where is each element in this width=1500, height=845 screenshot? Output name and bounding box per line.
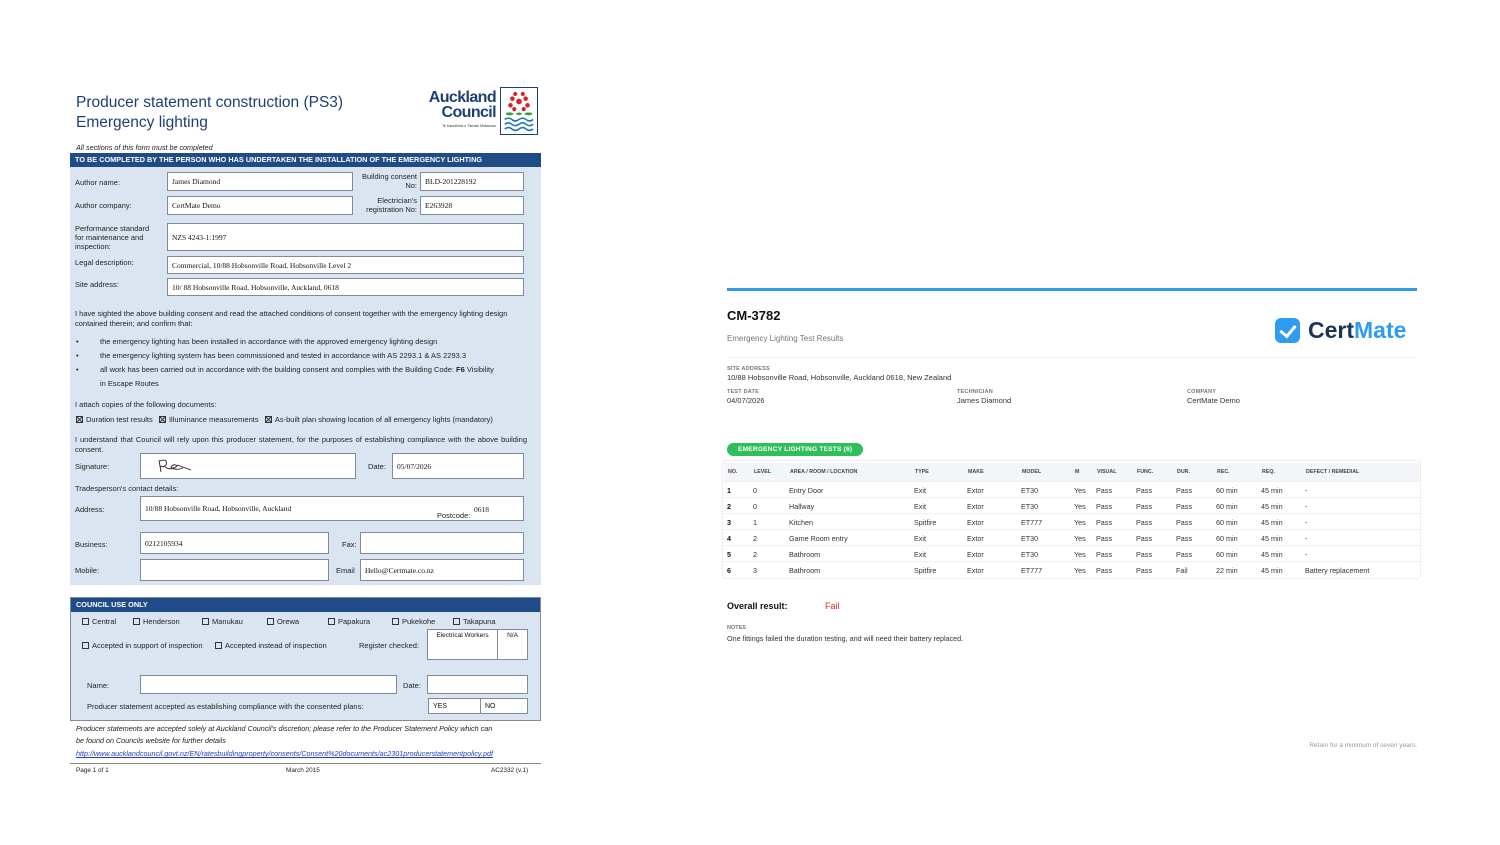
cell-m: Yes bbox=[1074, 502, 1086, 511]
notes-value: One fittings failed the duration testing, and will need their battery replaced. bbox=[727, 634, 964, 643]
office-manukau[interactable] bbox=[202, 617, 243, 626]
cell-no: 6 bbox=[727, 566, 731, 575]
fax-field[interactable] bbox=[360, 532, 524, 554]
cell-visual: Pass bbox=[1096, 566, 1112, 575]
auckland-council-logo bbox=[418, 87, 538, 137]
table-row bbox=[723, 529, 1420, 545]
cell-area: Bathroom bbox=[789, 550, 821, 559]
office-manukau-checkbox[interactable] bbox=[202, 618, 209, 625]
form-code: AC2332 (v.1) bbox=[491, 767, 529, 774]
cell-make: Extor bbox=[967, 550, 984, 559]
cell-visual: Pass bbox=[1096, 534, 1112, 543]
office-pukekohe-checkbox[interactable] bbox=[392, 618, 399, 625]
council-date-field[interactable] bbox=[427, 675, 528, 694]
logo-word-2: Council bbox=[441, 104, 496, 121]
cell-type: Exit bbox=[914, 550, 926, 559]
test-date-value: 04/07/2026 bbox=[727, 396, 765, 405]
form-title bbox=[76, 93, 343, 133]
cell-no: 1 bbox=[727, 486, 731, 495]
cell-model: ET777 bbox=[1021, 518, 1043, 527]
attachment-3-label: As-built plan showing location of all emergency lights (mandatory) bbox=[274, 415, 493, 424]
cell-visual: Pass bbox=[1096, 486, 1112, 495]
header-divider bbox=[727, 357, 1417, 358]
col-level: LEVEL bbox=[754, 469, 772, 475]
attachment-2-label: Illuminance measurements bbox=[168, 415, 259, 424]
cell-rec: 60 min bbox=[1216, 550, 1238, 559]
building-consent-field[interactable]: BLD-201228192 bbox=[420, 172, 524, 191]
office-orewa[interactable] bbox=[267, 617, 299, 626]
na-box[interactable]: N/A bbox=[497, 629, 528, 660]
business-phone-label: Business: bbox=[75, 540, 108, 549]
office-central-label: Central bbox=[92, 617, 117, 626]
col-func: FUNC. bbox=[1137, 469, 1154, 475]
cell-rec: 60 min bbox=[1216, 518, 1238, 527]
cell-make: Extor bbox=[967, 534, 984, 543]
author-name-label: Author name: bbox=[75, 178, 121, 187]
cell-make: Extor bbox=[967, 518, 984, 527]
technician-value: James Diamond bbox=[957, 396, 1012, 405]
col-type: TYPE bbox=[915, 469, 929, 475]
cell-visual: Pass bbox=[1096, 502, 1112, 511]
mobile-label: Mobile: bbox=[75, 566, 100, 575]
council-name-field[interactable] bbox=[140, 675, 397, 694]
cell-defect: Battery replacement bbox=[1305, 566, 1370, 575]
installer-section bbox=[70, 167, 541, 585]
email-label: Email bbox=[336, 566, 355, 575]
cell-area: Bathroom bbox=[789, 566, 821, 575]
cell-m: Yes bbox=[1074, 550, 1086, 559]
cell-req: 45 min bbox=[1261, 550, 1283, 559]
logo-text-cert: Cert bbox=[1308, 316, 1355, 343]
cell-dur: Pass bbox=[1176, 486, 1192, 495]
cell-rec: 60 min bbox=[1216, 502, 1238, 511]
declaration-text: I have sighted the above building consent and read the attached conditions of consent together with the emergency lighting design contained therein; and confirm that: bbox=[75, 309, 508, 328]
office-pukekohe[interactable] bbox=[392, 617, 435, 626]
cell-req: 45 min bbox=[1261, 534, 1283, 543]
fax-label: Fax: bbox=[342, 540, 357, 549]
performance-standard-field[interactable]: NZS 4243-1:1997 bbox=[167, 223, 524, 251]
cell-dur: Fail bbox=[1176, 566, 1188, 575]
performance-label-2: for maintenance and bbox=[75, 233, 144, 242]
illuminance-checkbox[interactable] bbox=[159, 416, 166, 423]
council-use-section bbox=[70, 597, 541, 721]
legal-description-label: Legal description: bbox=[75, 258, 134, 267]
cell-type: Exit bbox=[914, 502, 926, 511]
council-date-label: Date: bbox=[403, 681, 421, 690]
cell-func: Pass bbox=[1136, 566, 1152, 575]
office-pukekohe-label: Pukekohe bbox=[402, 617, 436, 626]
cell-make: Extor bbox=[967, 502, 984, 511]
col-dur: DUR. bbox=[1177, 469, 1190, 475]
register-checked-label: Register checked: bbox=[359, 641, 420, 650]
building-consent-label-2: No: bbox=[405, 181, 417, 190]
report-top-bar bbox=[727, 288, 1417, 291]
col-visual: VISUAL bbox=[1097, 469, 1117, 475]
cell-dur: Pass bbox=[1176, 534, 1192, 543]
table-row bbox=[723, 561, 1420, 577]
cell-type: Spitfire bbox=[914, 566, 937, 575]
cell-defect: - bbox=[1305, 518, 1308, 527]
cell-rec: 60 min bbox=[1216, 534, 1238, 543]
yes-box[interactable]: YES bbox=[428, 698, 481, 714]
office-orewa-label: Orewa bbox=[277, 617, 300, 626]
company-value: CertMate Demo bbox=[1187, 396, 1240, 405]
registration-field[interactable]: E263928 bbox=[420, 196, 524, 215]
office-orewa-checkbox[interactable] bbox=[267, 618, 274, 625]
signature-date-field[interactable]: 05/07/2026 bbox=[392, 453, 524, 479]
cell-no: 5 bbox=[727, 550, 731, 559]
cell-func: Pass bbox=[1136, 534, 1152, 543]
cell-dur: Pass bbox=[1176, 518, 1192, 527]
tests-table bbox=[722, 460, 1421, 579]
mobile-field[interactable] bbox=[140, 559, 329, 581]
cell-req: 45 min bbox=[1261, 486, 1283, 495]
registration-label-1: Electrician's bbox=[377, 196, 417, 205]
as-built-plan-checkbox[interactable] bbox=[265, 416, 272, 423]
checkmark-icon bbox=[1275, 318, 1300, 343]
site-address-label: SITE ADDRESS bbox=[727, 366, 770, 372]
office-takapuna-checkbox[interactable] bbox=[453, 618, 460, 625]
page-number: Page 1 of 1 bbox=[76, 767, 109, 774]
bullet-3-text-cont: Visibility bbox=[464, 365, 494, 374]
address-value: 10/88 Hobsonville Road, Hobsonville, Auckland bbox=[145, 504, 292, 513]
author-company-label: Author company: bbox=[75, 201, 132, 210]
office-henderson-checkbox[interactable] bbox=[133, 618, 140, 625]
table-row bbox=[723, 497, 1420, 513]
signature-date-label: Date: bbox=[368, 462, 386, 471]
cell-rec: 22 min bbox=[1216, 566, 1238, 575]
cell-no: 4 bbox=[727, 534, 731, 543]
duration-results-checkbox[interactable] bbox=[76, 416, 83, 423]
business-phone-field[interactable]: 0212105934 bbox=[140, 532, 329, 554]
bullet-3-code: F6 bbox=[456, 365, 465, 374]
cell-dur: Pass bbox=[1176, 550, 1192, 559]
report-subtitle: Emergency Lighting Test Results bbox=[727, 334, 844, 343]
accepted-support-option[interactable] bbox=[82, 641, 203, 650]
council-name-label: Name: bbox=[87, 681, 110, 690]
cell-req: 45 min bbox=[1261, 566, 1283, 575]
office-manukau-label: Manukau bbox=[212, 617, 243, 626]
cell-m: Yes bbox=[1074, 518, 1086, 527]
bullet-3-text: all work has been carried out in accordance with the building consent and complies with the Building Code: bbox=[100, 365, 457, 374]
table-row bbox=[723, 481, 1420, 497]
tests-count-badge: EMERGENCY LIGHTING TESTS (6) bbox=[727, 443, 863, 456]
compliance-accepted-label: Producer statement accepted as establishing compliance with the consented plans: bbox=[87, 702, 364, 711]
postcode-value: 0618 bbox=[474, 505, 489, 514]
cell-model: ET777 bbox=[1021, 566, 1043, 575]
cell-no: 3 bbox=[727, 518, 731, 527]
council-use-header: COUNCIL USE ONLY bbox=[71, 598, 540, 612]
cell-m: Yes bbox=[1074, 534, 1086, 543]
site-address-value: 10/88 Hobsonville Road, Hobsonville, Auckland 0618, New Zealand bbox=[727, 373, 952, 382]
col-defect: DEFECT / REMEDIAL bbox=[1306, 469, 1360, 475]
cell-visual: Pass bbox=[1096, 550, 1112, 559]
cell-func: Pass bbox=[1136, 518, 1152, 527]
footer-note-line1: Producer statements are accepted solely at Auckland Council's discretion; please refer to the Producer Statement Policy which can bbox=[76, 724, 493, 733]
cell-level: 1 bbox=[753, 518, 757, 527]
cell-type: Exit bbox=[914, 486, 926, 495]
office-central-checkbox[interactable] bbox=[82, 618, 89, 625]
cell-level: 0 bbox=[753, 502, 757, 511]
cell-type: Exit bbox=[914, 534, 926, 543]
cell-level: 3 bbox=[753, 566, 757, 575]
attachments-list bbox=[76, 415, 493, 425]
cell-m: Yes bbox=[1074, 486, 1086, 495]
no-box[interactable]: NO bbox=[480, 698, 528, 714]
cell-model: ET30 bbox=[1021, 550, 1039, 559]
cell-no: 2 bbox=[727, 502, 731, 511]
office-papakura[interactable] bbox=[328, 617, 370, 626]
overall-result-label: Overall result: bbox=[727, 601, 788, 611]
col-make: MAKE bbox=[968, 469, 984, 475]
logo-word-1: Auckland bbox=[428, 89, 496, 106]
performance-label-1: Performance standard bbox=[75, 224, 150, 233]
registration-label-2: registration No: bbox=[366, 205, 417, 214]
accepted-instead-label: Accepted instead of inspection bbox=[225, 641, 327, 650]
cell-level: 0 bbox=[753, 486, 757, 495]
cell-level: 2 bbox=[753, 534, 757, 543]
col-req: REQ. bbox=[1262, 469, 1275, 475]
cell-type: Spitfire bbox=[914, 518, 937, 527]
office-central[interactable] bbox=[82, 617, 116, 626]
registration-label bbox=[345, 196, 417, 214]
office-takapuna[interactable] bbox=[453, 617, 496, 626]
attachments-label: I attach copies of the following documents: bbox=[75, 400, 217, 409]
office-takapuna-label: Takapuna bbox=[463, 617, 496, 626]
postcode-label: Postcode: bbox=[437, 511, 471, 520]
email-field[interactable]: Hello@Certmate.co.nz bbox=[360, 559, 524, 581]
accepted-instead-checkbox[interactable] bbox=[215, 642, 222, 649]
author-name-field[interactable]: James Diamond bbox=[167, 172, 353, 191]
declaration-bullet-2: • the emergency lighting system has been commissioned and tested in accordance with AS 2293.1 & AS 2293.3 bbox=[100, 349, 466, 363]
form-instruction-note: All sections of this form must be completed bbox=[76, 143, 213, 152]
cell-model: ET30 bbox=[1021, 534, 1039, 543]
retention-note: Retain for a minimum of seven years. bbox=[1309, 742, 1417, 749]
legal-description-field[interactable]: Commercial, 10/88 Hobsonville Road, Hobsonville Level 2 bbox=[167, 256, 524, 274]
performance-label-3: inspection: bbox=[75, 242, 111, 251]
policy-link[interactable]: http://www.aucklandcouncil.govt.nz/EN/ratesbuildingproperty/consents/Consent%20documents/ac2301producerstatementpolicy.pdf bbox=[76, 749, 493, 758]
report-id: CM-3782 bbox=[727, 308, 781, 323]
col-model: MODEL bbox=[1022, 469, 1042, 475]
cell-func: Pass bbox=[1136, 502, 1152, 511]
building-consent-label-1: Building consent bbox=[361, 172, 417, 181]
office-papakura-checkbox[interactable] bbox=[328, 618, 335, 625]
author-company-field[interactable]: CertMate Demo bbox=[167, 196, 353, 215]
office-henderson-label: Henderson bbox=[143, 617, 180, 626]
cell-defect: - bbox=[1305, 486, 1308, 495]
logo-tagline: Te Kaunihera o Tāmaki Makaurau bbox=[442, 124, 496, 128]
cell-req: 45 min bbox=[1261, 502, 1283, 511]
cell-defect: - bbox=[1305, 550, 1308, 559]
notes-label: NOTES bbox=[727, 625, 746, 631]
office-henderson[interactable] bbox=[133, 617, 180, 626]
cell-func: Pass bbox=[1136, 486, 1152, 495]
form-title-line2: Emergency lighting bbox=[76, 114, 208, 131]
table-row bbox=[723, 545, 1420, 561]
bullet-3-text-end: in Escape Routes bbox=[100, 379, 159, 388]
signature-field[interactable] bbox=[140, 453, 356, 479]
understanding-text: I understand that Council will rely upon this producer statement, for the purposes of establishing compliance with the above building consent. bbox=[75, 435, 527, 454]
declaration-bullet-3 bbox=[100, 363, 530, 391]
col-no: NO. bbox=[728, 469, 738, 475]
cell-visual: Pass bbox=[1096, 518, 1112, 527]
company-label: COMPANY bbox=[1187, 389, 1217, 395]
cell-model: ET30 bbox=[1021, 502, 1039, 511]
form-date: March 2015 bbox=[286, 767, 320, 774]
cell-rec: 60 min bbox=[1216, 486, 1238, 495]
cell-model: ET30 bbox=[1021, 486, 1039, 495]
logo-text-mate: Mate bbox=[1354, 316, 1407, 343]
accepted-instead-option[interactable] bbox=[215, 641, 327, 650]
cell-make: Extor bbox=[967, 566, 984, 575]
table-row bbox=[723, 513, 1420, 529]
address-label: Address: bbox=[75, 505, 105, 514]
footer-note-line2: be found on Councils website for further details bbox=[76, 736, 226, 745]
overall-result-value: Fail bbox=[825, 601, 840, 611]
installer-section-header: TO BE COMPLETED BY THE PERSON WHO HAS UNDERTAKEN THE INSTALLATION OF THE EMERGENCY LIGHTING bbox=[70, 153, 541, 167]
table-header bbox=[724, 463, 1419, 481]
footer-divider bbox=[70, 763, 541, 764]
cell-area: Entry Door bbox=[789, 486, 824, 495]
cell-dur: Pass bbox=[1176, 502, 1192, 511]
tradesperson-label: Tradesperson's contact details: bbox=[75, 484, 179, 493]
attachment-1-label: Duration test results bbox=[86, 415, 153, 424]
electrical-workers-box[interactable]: Electrical Workers bbox=[427, 629, 498, 660]
declaration-bullet-1: • the emergency lighting has been installed in accordance with the approved emergency lighting design bbox=[100, 335, 437, 349]
office-papakura-label: Papakura bbox=[338, 617, 371, 626]
cell-defect: - bbox=[1305, 534, 1308, 543]
cell-defect: - bbox=[1305, 502, 1308, 511]
test-date-label: TEST DATE bbox=[727, 389, 759, 395]
logo-wordmark bbox=[418, 90, 496, 120]
building-consent-label bbox=[355, 172, 417, 190]
col-rec: REC. bbox=[1217, 469, 1230, 475]
cell-m: Yes bbox=[1074, 566, 1086, 575]
performance-standard-label bbox=[75, 224, 149, 251]
technician-label: TECHNICIAN bbox=[957, 389, 993, 395]
certmate-logo bbox=[1275, 316, 1406, 344]
form-title-line1: Producer statement construction (PS3) bbox=[76, 94, 344, 111]
cell-level: 2 bbox=[753, 550, 757, 559]
cell-area: Game Room entry bbox=[789, 534, 848, 543]
site-address-field[interactable]: 10/ 88 Hobsonville Road, Hobsonville, Auckland, 0618 bbox=[167, 278, 524, 296]
pohutukawa-emblem-icon bbox=[500, 87, 538, 135]
accepted-support-label: Accepted in support of inspection bbox=[92, 641, 203, 650]
cell-func: Pass bbox=[1136, 550, 1152, 559]
signature-scribble-icon bbox=[155, 457, 195, 475]
cell-req: 45 min bbox=[1261, 518, 1283, 527]
accepted-support-checkbox[interactable] bbox=[82, 642, 89, 649]
cell-make: Extor bbox=[967, 486, 984, 495]
cell-area: Kitchen bbox=[789, 518, 813, 527]
col-area: AREA / ROOM / LOCATION bbox=[790, 469, 858, 475]
signature-label: Signature: bbox=[75, 462, 110, 471]
site-address-label: Site address: bbox=[75, 280, 119, 289]
col-m: M bbox=[1075, 469, 1080, 475]
cell-area: Hallway bbox=[789, 502, 815, 511]
